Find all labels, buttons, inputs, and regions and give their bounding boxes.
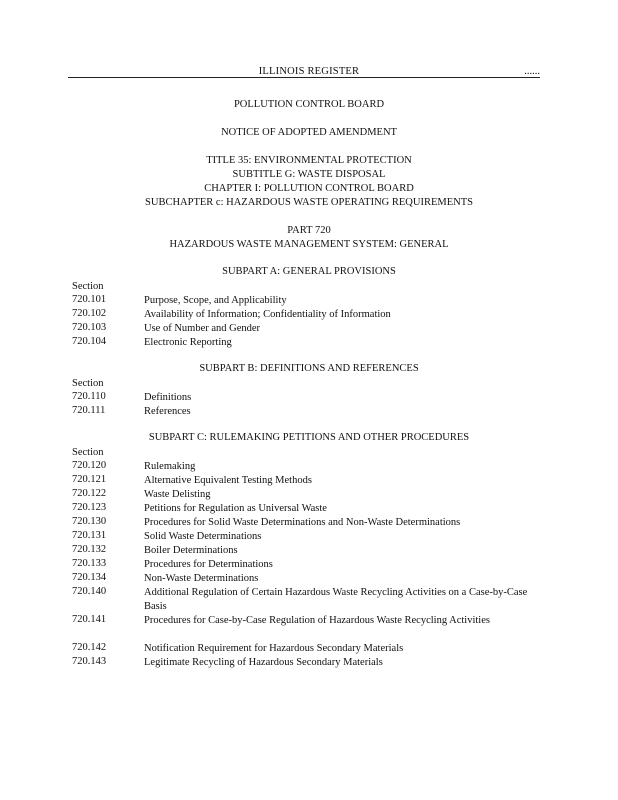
header-rule bbox=[68, 77, 540, 78]
section-title: Solid Waste Determinations bbox=[144, 531, 262, 542]
subpart-c-heading: SUBPART C: RULEMAKING PETITIONS AND OTHER PROCEDURES bbox=[148, 432, 470, 443]
section-number: 720.133 bbox=[72, 558, 107, 569]
page-marker: ...... bbox=[524, 66, 540, 77]
section-number: 720.111 bbox=[72, 405, 106, 416]
subchapter-heading: SUBCHAPTER c: HAZARDOUS WASTE OPERATING REQUIREMENTS bbox=[145, 197, 473, 208]
section-number: 720.130 bbox=[72, 516, 107, 527]
notice-heading: NOTICE OF ADOPTED AMENDMENT bbox=[221, 127, 397, 138]
section-number: 720.120 bbox=[72, 460, 107, 471]
section-number: 720.131 bbox=[72, 530, 107, 541]
section-title: Procedures for Case-by-Case Regulation of Hazardous Waste Recycling Activities bbox=[144, 615, 490, 626]
subtitle-heading: SUBTITLE G: WASTE DISPOSAL bbox=[232, 169, 386, 180]
section-title: References bbox=[144, 406, 191, 417]
section-title: Non-Waste Determinations bbox=[144, 573, 259, 584]
section-title: Electronic Reporting bbox=[144, 337, 232, 348]
subpart-b-heading: SUBPART B: DEFINITIONS AND REFERENCES bbox=[199, 363, 419, 374]
section-number: 720.122 bbox=[72, 488, 107, 499]
subpart-a-heading: SUBPART A: GENERAL PROVISIONS bbox=[222, 266, 396, 277]
section-title: Boiler Determinations bbox=[144, 545, 238, 556]
section-title: Legitimate Recycling of Hazardous Secondary Materials bbox=[144, 657, 383, 668]
section-label: Section bbox=[72, 447, 104, 458]
section-title: Procedures for Solid Waste Determinations and Non-Waste Determinations bbox=[144, 517, 461, 528]
section-title: Rulemaking bbox=[144, 461, 196, 472]
section-label: Section bbox=[72, 281, 104, 292]
section-title: Procedures for Determinations bbox=[144, 559, 273, 570]
section-number: 720.123 bbox=[72, 502, 107, 513]
section-title: Waste Delisting bbox=[144, 489, 211, 500]
section-number: 720.121 bbox=[72, 474, 107, 485]
register-header: ILLINOIS REGISTER bbox=[258, 66, 360, 77]
section-number: 720.101 bbox=[72, 294, 107, 305]
section-label: Section bbox=[72, 378, 104, 389]
section-number: 720.132 bbox=[72, 544, 107, 555]
section-title: Notification Requirement for Hazardous Secondary Materials bbox=[144, 643, 404, 654]
section-number: 720.142 bbox=[72, 642, 107, 653]
section-number: 720.140 bbox=[72, 586, 107, 597]
section-title: Petitions for Regulation as Universal Waste bbox=[144, 503, 327, 514]
section-number: 720.110 bbox=[72, 391, 106, 402]
agency-heading: POLLUTION CONTROL BOARD bbox=[233, 99, 385, 110]
section-number: 720.134 bbox=[72, 572, 107, 583]
section-title: Additional Regulation of Certain Hazardous Waste Recycling Activities on a Case-by-Case Basis bbox=[144, 587, 528, 612]
chapter-heading: CHAPTER I: POLLUTION CONTROL BOARD bbox=[204, 183, 414, 194]
part-title-heading: HAZARDOUS WASTE MANAGEMENT SYSTEM: GENERAL bbox=[169, 239, 449, 250]
section-number: 720.104 bbox=[72, 336, 107, 347]
section-number: 720.141 bbox=[72, 614, 107, 625]
section-number: 720.102 bbox=[72, 308, 107, 319]
section-title: Use of Number and Gender bbox=[144, 323, 261, 334]
section-title: Purpose, Scope, and Applicability bbox=[144, 295, 287, 306]
part-heading: PART 720 bbox=[287, 225, 331, 236]
section-title: Alternative Equivalent Testing Methods bbox=[144, 475, 312, 486]
section-number: 720.143 bbox=[72, 656, 107, 667]
section-title: Definitions bbox=[144, 392, 192, 403]
section-number: 720.103 bbox=[72, 322, 107, 333]
section-title: Availability of Information; Confidentiality of Information bbox=[144, 309, 391, 320]
title-heading: TITLE 35: ENVIRONMENTAL PROTECTION bbox=[206, 155, 412, 166]
